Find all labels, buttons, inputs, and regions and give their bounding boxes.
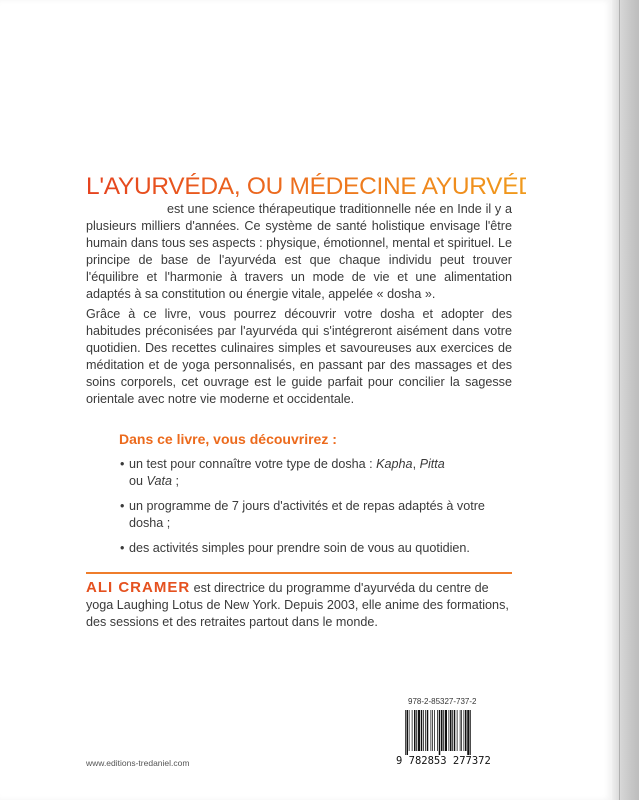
isbn-number: 978-2-85327-737-2 (408, 697, 477, 706)
contents-list (120, 456, 500, 565)
bullet-icon: • (120, 541, 125, 555)
spine-line (619, 0, 620, 800)
publisher-website: www.editions-tredaniel.com (86, 758, 190, 768)
book-heading: L'AYURVÉDA, OU MÉDECINE AYURVÉDIQUE, (86, 173, 601, 200)
dosha-pitta: Pitta (419, 457, 445, 471)
book-spine-edge (612, 0, 639, 800)
description-paragraph: Grâce à ce livre, vous pourrez découvrir votre dosha et adopter des habitudes préconisées par l'ayurvéda qui s'intégreront aisément dans votre quotidien. Des recettes culinaires simples et savoureuses aux exercices de méditation et de yoga personnalisés, en passant par des massages et des soins corporels, cet ouvrage est le guide parfait pour concilier la sagesse orientale avec notre vie moderne et occidentale. (86, 307, 512, 406)
barcode-digits: 9 782853 277372 (396, 755, 491, 767)
contents-subheading: Dans ce livre, vous découvrirez : (119, 431, 337, 447)
list-item: • des activités simples pour prendre soin de vous au quotidien. (120, 541, 470, 555)
list-item: • un test pour connaître votre type de dosha : Kapha, Pitta ou Vata ; (120, 457, 445, 488)
bullet-icon: • (120, 499, 125, 513)
dosha-vata: Vata (146, 474, 172, 488)
bullet-icon: • (120, 457, 125, 471)
author-bio-text: est directrice du programme d'ayurvéda du centre de yoga Laughing Lotus de New York. Depuis 2003, elle anime des formations, des sessions et des retraites partout dans le monde. (86, 581, 509, 629)
author-name: ALI CRAMER (86, 579, 191, 596)
list-item: • un programme de 7 jours d'activités et de repas adaptés à votre dosha ; (120, 499, 485, 530)
author-bio (86, 579, 512, 631)
divider (86, 572, 512, 574)
dosha-kapha: Kapha (376, 457, 413, 471)
barcode (404, 710, 504, 755)
intro-paragraph: est une science thérapeutique traditionnelle née en Inde il y a plusieurs milliers d'années. Ce système de santé holistique envisage l'être humain dans tous ses aspects : physique, émotionnel, mental et spirituel. Le principe de base de l'ayurvéda est que chaque individu peut trouver l'équilibre et l'harmonie à travers un mode de vie et une alimentation adaptés à sa constitution ou énergie vitale, appelée « dosha ». (86, 202, 512, 301)
